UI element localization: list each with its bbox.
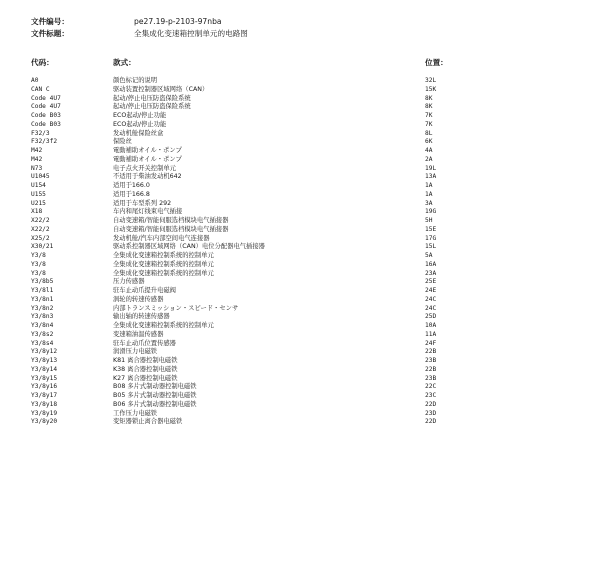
component-position: 8K xyxy=(425,103,433,111)
component-position: 22C xyxy=(425,383,437,391)
component-position: 23A xyxy=(425,269,437,277)
component-code: Y3/8 xyxy=(31,260,46,268)
component-code: X22/2 xyxy=(31,225,50,233)
component-description: 压力传感器 xyxy=(113,278,145,286)
component-position: 25E xyxy=(425,278,437,286)
component-code: Y3/8n2 xyxy=(31,304,54,312)
list-item xyxy=(0,270,601,279)
component-position: 15L xyxy=(425,243,437,251)
component-description: 颜色标记的说明 xyxy=(113,77,158,84)
component-position: 22B xyxy=(425,348,437,356)
component-position: 7K xyxy=(425,120,433,128)
component-description: 自动变速箱/智能伺服选档模块电气插接器 xyxy=(113,225,229,233)
list-item xyxy=(0,243,601,252)
component-description: K38 离合器控制电磁铁 xyxy=(113,365,178,373)
component-position: 5A xyxy=(425,252,433,259)
component-position: 11A xyxy=(425,330,437,338)
component-code: Y3/8y16 xyxy=(31,383,58,391)
component-position: 32L xyxy=(425,77,437,84)
component-description: B08 多片式制动器控制电磁铁 xyxy=(113,383,197,391)
component-position: 5H xyxy=(425,217,433,224)
component-position: 24C xyxy=(425,295,437,303)
component-position: 15E xyxy=(425,225,437,233)
component-description: 驱动系控制器区域网络（CAN）电位分配器电气插接器 xyxy=(113,243,265,251)
component-position: 1A xyxy=(425,190,433,198)
component-description: 起动/停止电压防盗保险系统 xyxy=(113,103,191,111)
component-code: Code 4U7 xyxy=(31,94,61,102)
component-description: 全集成化变速箱控制系统的控制单元 xyxy=(113,322,214,329)
component-position: 23D xyxy=(425,409,437,417)
component-code: F32/3f2 xyxy=(31,138,58,146)
component-position: 13A xyxy=(425,173,437,181)
component-description: 涡轮的转速传感器 xyxy=(113,295,164,303)
column-header-description: 款式： xyxy=(113,58,136,67)
component-description: 全集成化变速箱控制系统的控制单元 xyxy=(113,269,214,277)
component-code: X18 xyxy=(31,208,43,216)
component-code: Code B03 xyxy=(31,120,61,128)
component-code: Y3/8l1 xyxy=(31,287,54,294)
component-position: 8K xyxy=(425,94,433,102)
component-code: Y3/8n4 xyxy=(31,322,54,329)
list-item xyxy=(0,322,601,331)
list-item xyxy=(0,147,601,156)
component-position: 24E xyxy=(425,287,437,294)
component-code: X22/2 xyxy=(31,217,50,224)
component-position: 4A xyxy=(425,147,433,154)
component-position: 19L xyxy=(425,164,437,172)
doc-title-value: 全集成化变速箱控制单元的电路图 xyxy=(134,29,248,38)
component-position: 23B xyxy=(425,357,437,364)
list-item xyxy=(0,410,601,419)
list-item xyxy=(0,366,601,375)
list-item xyxy=(0,156,601,165)
component-description: 驱动装置控制器区域网络（CAN） xyxy=(113,85,209,93)
component-position: 3A xyxy=(425,199,433,207)
component-code: M42 xyxy=(31,147,43,154)
component-description: ECO起动/停止功能 xyxy=(113,120,167,128)
list-item xyxy=(0,173,601,182)
list-item xyxy=(0,191,601,200)
list-item xyxy=(0,278,601,287)
component-description: 适用于车型系列 292 xyxy=(113,199,172,207)
component-position: 24C xyxy=(425,304,437,312)
list-item xyxy=(0,165,601,174)
column-header-position: 位置： xyxy=(425,58,448,67)
list-item xyxy=(0,375,601,384)
list-item xyxy=(0,86,601,95)
component-code: Y3/8b5 xyxy=(31,278,54,286)
component-description: 自动变速箱/智能伺服选档模块电气插接器 xyxy=(113,217,229,224)
component-description: 发动机舱/汽车内部空间电气连接器 xyxy=(113,234,210,242)
component-description: ECO起动/停止功能 xyxy=(113,112,167,119)
list-item xyxy=(0,418,601,427)
component-position: 2A xyxy=(425,155,433,163)
component-position: 10A xyxy=(425,322,437,329)
component-code: Y3/8y14 xyxy=(31,365,58,373)
list-item xyxy=(0,331,601,340)
list-item xyxy=(0,235,601,244)
list-item xyxy=(0,261,601,270)
list-item xyxy=(0,200,601,209)
component-position: 23C xyxy=(425,392,437,399)
component-description: 全集成化变速箱控制系统的控制单元 xyxy=(113,260,214,268)
component-description: 电子点火开关控制单元 xyxy=(113,164,176,172)
component-code: Code B03 xyxy=(31,112,61,119)
component-description: 工作压力电磁铁 xyxy=(113,409,158,417)
list-item xyxy=(0,95,601,104)
component-code: Code 4U7 xyxy=(31,103,61,111)
component-description: 驻车止动爪提升电磁阀 xyxy=(113,287,176,294)
component-description: 起动/停止电压防盗保险系统 xyxy=(113,94,191,102)
list-item xyxy=(0,401,601,410)
component-description: B06 多片式制动器控制电磁铁 xyxy=(113,400,197,408)
component-description: 電動補助オイル・ポンプ xyxy=(113,147,182,154)
component-description: 车内和尾灯线束电气插接 xyxy=(113,208,183,216)
component-description: 内部トランスミッション・スピード・センサ xyxy=(113,304,239,312)
component-code: N73 xyxy=(31,164,43,172)
component-code: U155 xyxy=(31,190,46,198)
component-code: Y3/8y18 xyxy=(31,400,58,408)
component-description: 不适用于柴油发动机642 xyxy=(113,173,182,181)
list-item xyxy=(0,340,601,349)
component-description: K27 离合器控制电磁铁 xyxy=(113,374,178,382)
component-code: Y3/8s4 xyxy=(31,339,54,347)
list-item xyxy=(0,226,601,235)
list-item xyxy=(0,77,601,86)
component-description: 電動補助オイル・ポンプ xyxy=(113,155,182,163)
list-item xyxy=(0,138,601,147)
component-position: 6K xyxy=(425,138,433,146)
component-description: B05 多片式制动器控制电磁铁 xyxy=(113,392,197,399)
component-description: 输出轴的转速传感器 xyxy=(113,313,170,321)
component-code: F32/3 xyxy=(31,129,50,137)
component-position: 16A xyxy=(425,260,437,268)
list-item xyxy=(0,112,601,121)
list-item xyxy=(0,130,601,139)
doc-number-label: 文件编号： xyxy=(31,17,69,26)
component-position: 23B xyxy=(425,374,437,382)
component-code: X30/21 xyxy=(31,243,54,251)
component-code: Y3/8n3 xyxy=(31,313,54,321)
component-description: 发动机舱保险丝盒 xyxy=(113,129,164,137)
component-position: 25D xyxy=(425,313,437,321)
component-position: 7K xyxy=(425,112,433,119)
list-item xyxy=(0,121,601,130)
list-item xyxy=(0,287,601,296)
component-code: Y3/8y12 xyxy=(31,348,58,356)
component-code: A0 xyxy=(31,77,39,84)
list-item xyxy=(0,217,601,226)
list-item xyxy=(0,357,601,366)
component-code: Y3/8y13 xyxy=(31,357,58,364)
list-item xyxy=(0,383,601,392)
component-description: K81 离合器控制电磁铁 xyxy=(113,357,178,364)
column-header-code: 代码： xyxy=(31,58,54,67)
list-item xyxy=(0,103,601,112)
component-code: U215 xyxy=(31,199,46,207)
component-description: 保险丝 xyxy=(113,138,132,146)
component-code: Y3/8n1 xyxy=(31,295,54,303)
component-code: Y3/8y17 xyxy=(31,392,58,399)
component-code: M42 xyxy=(31,155,43,163)
component-description: 适用于166.8 xyxy=(113,190,150,198)
component-description: 润滑压力电磁铁 xyxy=(113,348,158,356)
component-code: CAN C xyxy=(31,85,50,93)
doc-number-value: pe27.19-p-2103-97nba xyxy=(134,17,222,26)
list-item xyxy=(0,313,601,322)
component-code: U154 xyxy=(31,182,46,189)
component-position: 1A xyxy=(425,182,433,189)
list-item xyxy=(0,305,601,314)
component-code: Y3/8s2 xyxy=(31,330,54,338)
component-position: 22D xyxy=(425,400,437,408)
component-code: U1045 xyxy=(31,173,50,181)
component-position: 24F xyxy=(425,339,437,347)
component-description: 适用于166.0 xyxy=(113,182,150,189)
component-position: 17G xyxy=(425,234,437,242)
component-code: Y3/8y20 xyxy=(31,418,58,426)
component-description: 变速箱油温传感器 xyxy=(113,330,164,338)
list-item xyxy=(0,208,601,217)
list-item xyxy=(0,182,601,191)
doc-title-label: 文件标题： xyxy=(31,29,69,38)
component-position: 19G xyxy=(425,208,437,216)
component-position: 8L xyxy=(425,129,433,137)
component-code: Y3/8y15 xyxy=(31,374,58,382)
component-position: 22B xyxy=(425,365,437,373)
component-position: 15K xyxy=(425,85,437,93)
component-code: X25/2 xyxy=(31,234,50,242)
list-item xyxy=(0,348,601,357)
component-code: Y3/8y19 xyxy=(31,409,58,417)
component-description: 全集成化变速箱控制系统的控制单元 xyxy=(113,252,214,259)
component-code: Y3/8 xyxy=(31,269,46,277)
component-legend-list xyxy=(0,77,601,427)
component-description: 驻车止动爪位置传感器 xyxy=(113,339,176,347)
component-code: Y3/8 xyxy=(31,252,46,259)
component-description: 变矩器锁止离合器电磁铁 xyxy=(113,418,183,426)
list-item xyxy=(0,392,601,401)
list-item xyxy=(0,252,601,261)
component-position: 22D xyxy=(425,418,437,426)
list-item xyxy=(0,296,601,305)
